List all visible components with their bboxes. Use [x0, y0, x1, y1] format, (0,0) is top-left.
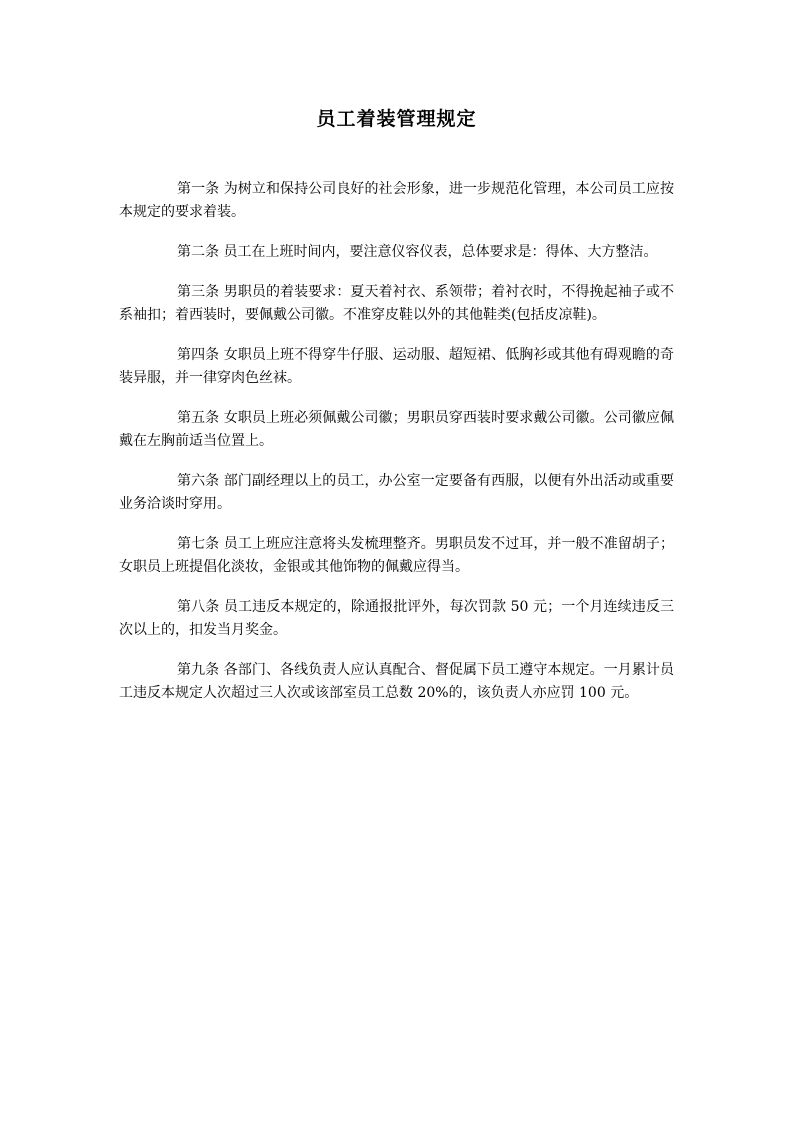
- article-9: 第九条 各部门、各线负责人应认真配合、督促属下员工遵守本规定。一月累计员工违反本规定人次超过三人次或该部室员工总数 20%的，该负责人亦应罚 100 元。: [119, 662, 674, 701]
- article-2: 第二条 员工在上班时间内，要注意仪容仪表，总体要求是：得体、大方整洁。: [177, 244, 658, 260]
- article-1: 第一条 为树立和保持公司良好的社会形象，进一步规范化管理，本公司员工应按本规定的要求着装。: [119, 181, 674, 220]
- document-title: 员工着装管理规定: [316, 108, 477, 130]
- article-6: 第六条 部门副经理以上的员工，办公室一定要备有西服，以便有外出活动或重要业务洽谈时穿用。: [119, 473, 674, 512]
- article-4: 第四条 女职员上班不得穿牛仔服、运动服、超短裙、低胸衫或其他有碍观瞻的奇装异服，并一律穿肉色丝袜。: [119, 347, 674, 386]
- article-8: 第八条 员工违反本规定的，除通报批评外，每次罚款 50 元；一个月连续违反三次以上的，扣发当月奖金。: [119, 599, 674, 638]
- document-body: [119, 178, 674, 722]
- article-7: 第七条 员工上班应注意将头发梳理整齐。男职员发不过耳，并一般不准留胡子；女职员上班提倡化淡妆，金银或其他饰物的佩戴应得当。: [119, 536, 674, 575]
- article-3: 第三条 男职员的着装要求：夏天着衬衣、系领带；着衬衣时，不得挽起袖子或不系袖扣；着西装时，要佩戴公司徽。不准穿皮鞋以外的其他鞋类(包括皮凉鞋)。: [119, 284, 674, 323]
- article-5: 第五条 女职员上班必须佩戴公司徽；男职员穿西装时要求戴公司徽。公司徽应佩戴在左胸前适当位置上。: [119, 410, 674, 449]
